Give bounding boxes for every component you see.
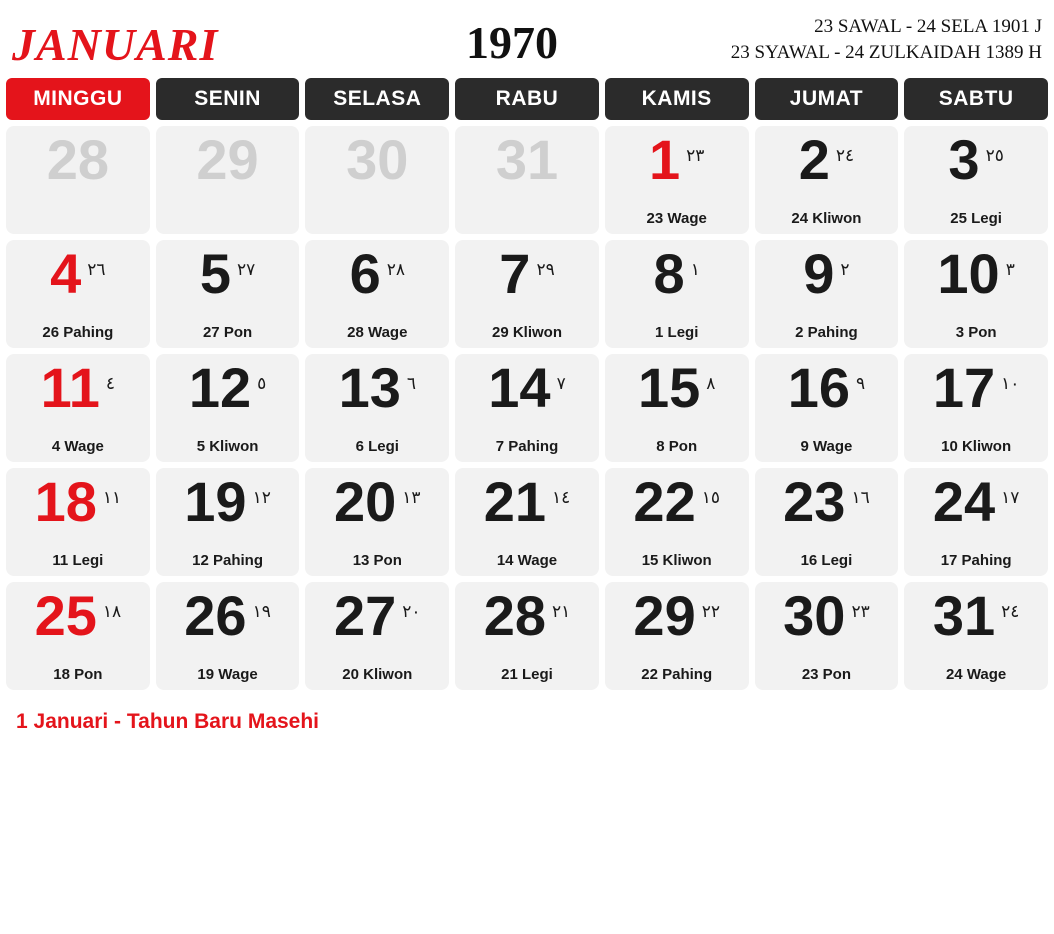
javanese-pasaran-label: 14 Wage (496, 552, 558, 569)
day-number-row (6, 126, 150, 198)
javanese-pasaran-label: 11 Legi (52, 552, 104, 569)
weekday-header-rabu: RABU (455, 78, 599, 120)
holiday-note: 1 Januari - Tahun Baru Masehi (16, 710, 320, 733)
hijri-day-number: ٧ (556, 374, 566, 394)
javanese-pasaran-label: 24 Wage (945, 666, 1007, 683)
day-number-row (605, 126, 749, 198)
gregorian-day-number: 4 (50, 242, 82, 305)
day-cell[interactable] (6, 468, 150, 576)
gregorian-day-number: 27 (334, 584, 397, 647)
day-number-row (305, 354, 449, 426)
javanese-pasaran-label: 1 Legi (655, 324, 699, 341)
holiday-notes (0, 690, 1054, 735)
weekday-header-sabtu: SABTU (904, 78, 1048, 120)
day-cell[interactable] (305, 126, 449, 234)
hijri-day-number: ٤ (105, 374, 116, 394)
hijri-day-number: ١٩ (252, 602, 271, 622)
gregorian-day-number: 31 (495, 128, 559, 191)
gregorian-day-number: 30 (346, 128, 409, 191)
gregorian-day-number: 9 (803, 242, 835, 305)
day-number-row (305, 126, 449, 198)
hijri-day-number: ٥ (257, 374, 267, 394)
day-cell[interactable] (904, 582, 1048, 690)
day-cell[interactable] (605, 582, 749, 690)
hijri-day-number: ١ (690, 260, 700, 280)
day-cell[interactable] (156, 240, 300, 348)
javanese-pasaran-label: 3 Pon (955, 324, 997, 341)
javanese-pasaran-label: 25 Legi (950, 210, 1002, 227)
weekday-header-minggu: MINGGU (6, 78, 150, 120)
day-cell[interactable] (904, 354, 1048, 462)
gregorian-day-number: 20 (334, 470, 397, 533)
day-cell[interactable] (605, 126, 749, 234)
hijri-day-number: ١٦ (851, 488, 870, 508)
day-cell[interactable] (455, 126, 599, 234)
gregorian-day-number: 19 (184, 470, 247, 533)
javanese-pasaran-label: 26 Pahing (42, 324, 114, 341)
hijri-day-number: ٦ (406, 374, 416, 394)
day-number-row (605, 240, 749, 312)
hijri-line-javanese: 23 SAWAL - 24 SELA 1901 J (814, 16, 1042, 37)
day-number-row (904, 582, 1048, 654)
hijri-day-number: ٢٦ (87, 260, 106, 280)
gregorian-day-number: 3 (948, 128, 980, 191)
day-cell[interactable] (156, 126, 300, 234)
javanese-pasaran-label: 24 Kliwon (791, 210, 862, 227)
javanese-pasaran-label: 22 Pahing (641, 666, 713, 683)
gregorian-day-number: 12 (188, 356, 252, 419)
day-number-row (455, 354, 599, 426)
day-cell[interactable] (904, 240, 1048, 348)
hijri-day-number: ٣ (1005, 260, 1015, 280)
gregorian-day-number: 25 (34, 584, 97, 647)
hijri-line-hijriyah: 23 SYAWAL - 24 ZULKAIDAH 1389 H (730, 41, 1042, 63)
gregorian-day-number: 21 (483, 470, 546, 533)
day-cell[interactable] (455, 240, 599, 348)
hijri-day-number: ١١ (102, 488, 122, 508)
gregorian-day-number: 5 (199, 242, 231, 305)
hijri-day-number: ٢٠ (402, 602, 421, 622)
javanese-pasaran-label: 9 Wage (800, 438, 853, 455)
hijri-day-number: ٢٢ (701, 602, 720, 622)
gregorian-day-number: 13 (338, 356, 401, 419)
day-number-row (755, 240, 899, 312)
javanese-pasaran-label: 29 Kliwon (491, 324, 562, 341)
day-cell[interactable] (6, 126, 150, 234)
day-cell[interactable] (755, 582, 899, 690)
hijri-day-number: ١٨ (102, 602, 122, 622)
day-number-row (156, 354, 300, 426)
gregorian-day-number: 30 (783, 584, 846, 647)
javanese-pasaran-label: 10 Kliwon (941, 438, 1012, 455)
day-number-row (305, 240, 449, 312)
day-cell[interactable] (755, 468, 899, 576)
hijri-day-number: ٢١ (552, 602, 571, 622)
day-cell[interactable] (755, 240, 899, 348)
hijri-day-number: ٢٥ (985, 146, 1004, 166)
day-number-row (904, 126, 1048, 198)
day-number-row (6, 354, 150, 426)
gregorian-day-number: 28 (483, 584, 546, 647)
hijri-day-number: ١٠ (1001, 374, 1020, 394)
gregorian-day-number: 6 (349, 242, 381, 305)
gregorian-day-number: 18 (34, 470, 97, 533)
gregorian-day-number: 10 (937, 242, 1000, 305)
hijri-day-number: ٢٨ (386, 260, 405, 280)
day-cell[interactable] (605, 468, 749, 576)
gregorian-day-number: 23 (783, 470, 846, 533)
weekday-header-senin: SENIN (156, 78, 300, 120)
day-number-row (904, 240, 1048, 312)
weekday-header-selasa: SELASA (305, 78, 449, 120)
javanese-pasaran-label: 20 Kliwon (342, 666, 413, 683)
gregorian-day-number: 28 (46, 128, 109, 191)
calendar-grid (0, 126, 1054, 690)
day-cell[interactable] (904, 126, 1048, 234)
javanese-pasaran-label: 21 Legi (501, 666, 553, 683)
gregorian-day-number: 22 (633, 470, 696, 533)
day-number-row (455, 468, 599, 540)
day-cell[interactable] (904, 468, 1048, 576)
day-cell[interactable] (156, 582, 300, 690)
year-title: 1970 (466, 17, 558, 68)
day-cell[interactable] (6, 354, 150, 462)
day-number-row (455, 582, 599, 654)
javanese-pasaran-label: 5 Kliwon (196, 438, 259, 455)
gregorian-day-number: 16 (787, 356, 850, 419)
day-number-row (156, 240, 300, 312)
day-number-row (755, 126, 899, 198)
gregorian-day-number: 8 (653, 242, 685, 305)
javanese-pasaran-label: 13 Pon (352, 552, 402, 569)
day-number-row (305, 468, 449, 540)
day-number-row (156, 468, 300, 540)
gregorian-day-number: 7 (499, 242, 531, 305)
weekday-header-jumat: JUMAT (755, 78, 899, 120)
day-cell[interactable] (455, 468, 599, 576)
javanese-pasaran-label: 12 Pahing (192, 552, 263, 569)
javanese-pasaran-label: 4 Wage (51, 438, 104, 455)
hijri-day-number: ١٣ (402, 488, 421, 508)
javanese-pasaran-label: 7 Pahing (495, 438, 559, 455)
hijri-day-number: ٢ (840, 260, 850, 280)
javanese-pasaran-label: 6 Legi (355, 438, 399, 455)
day-cell[interactable] (6, 582, 150, 690)
gregorian-day-number: 11 (40, 356, 100, 419)
hijri-day-number: ٢٤ (835, 146, 855, 166)
day-number-row (605, 354, 749, 426)
hijri-day-number: ٢٩ (536, 260, 555, 280)
day-number-row (305, 582, 449, 654)
gregorian-day-number: 15 (637, 356, 701, 419)
gregorian-day-number: 29 (633, 584, 696, 647)
javanese-pasaran-label: 2 Pahing (795, 324, 858, 341)
hijri-day-number: ١٤ (552, 488, 571, 508)
day-number-row (455, 126, 599, 198)
gregorian-day-number: 17 (932, 356, 996, 419)
gregorian-day-number: 2 (798, 128, 830, 191)
day-number-row (6, 240, 150, 312)
day-number-row (755, 468, 899, 540)
javanese-pasaran-label: 15 Kliwon (641, 552, 712, 569)
month-title: JANUARI (12, 19, 219, 70)
day-number-row (605, 468, 749, 540)
gregorian-day-number: 24 (932, 470, 996, 533)
calendar-header (0, 0, 1054, 78)
hijri-day-number: ٢٣ (686, 146, 705, 166)
day-cell[interactable] (156, 354, 300, 462)
day-cell[interactable] (305, 354, 449, 462)
hijri-range (712, 10, 1042, 65)
hijri-day-number: ٢٣ (851, 602, 870, 622)
day-cell[interactable] (305, 468, 449, 576)
gregorian-day-number: 31 (932, 584, 996, 647)
javanese-pasaran-label: 27 Pon (202, 324, 253, 341)
day-number-row (6, 468, 150, 540)
javanese-pasaran-label: 23 Wage (646, 210, 707, 227)
day-cell[interactable] (156, 468, 300, 576)
weekday-header-kamis: KAMIS (605, 78, 749, 120)
day-number-row (755, 582, 899, 654)
day-cell[interactable] (455, 582, 599, 690)
hijri-day-number: ٢٧ (237, 260, 256, 280)
hijri-day-number: ٩ (856, 374, 866, 394)
day-number-row (904, 468, 1048, 540)
day-cell[interactable] (305, 240, 449, 348)
javanese-pasaran-label: 18 Pon (53, 666, 103, 683)
javanese-pasaran-label: 28 Wage (347, 324, 408, 341)
day-number-row (605, 582, 749, 654)
javanese-pasaran-label: 19 Wage (197, 666, 258, 683)
day-number-row (755, 354, 899, 426)
day-cell[interactable] (605, 354, 749, 462)
javanese-pasaran-label: 17 Pahing (940, 552, 1012, 569)
javanese-pasaran-label: 23 Pon (801, 666, 852, 683)
day-cell[interactable] (755, 126, 899, 234)
weekday-header-row (0, 78, 1054, 120)
gregorian-day-number: 1 (648, 128, 681, 191)
day-cell[interactable] (305, 582, 449, 690)
day-number-row (6, 582, 150, 654)
gregorian-day-number: 26 (184, 584, 247, 647)
day-cell[interactable] (755, 354, 899, 462)
day-number-row (156, 126, 300, 198)
javanese-pasaran-label: 8 Pon (656, 438, 698, 455)
hijri-day-number: ١٧ (1001, 488, 1020, 508)
javanese-pasaran-label: 16 Legi (800, 552, 853, 569)
day-number-row (156, 582, 300, 654)
hijri-day-number: ١٢ (252, 488, 271, 508)
hijri-day-number: ٢٤ (1001, 602, 1020, 622)
day-number-row (904, 354, 1048, 426)
day-cell[interactable] (6, 240, 150, 348)
hijri-day-number: ٨ (706, 374, 716, 394)
day-cell[interactable] (605, 240, 749, 348)
gregorian-day-number: 14 (488, 356, 551, 419)
hijri-day-number: ١٥ (701, 488, 720, 508)
day-cell[interactable] (455, 354, 599, 462)
gregorian-day-number: 29 (196, 128, 259, 191)
day-number-row (455, 240, 599, 312)
